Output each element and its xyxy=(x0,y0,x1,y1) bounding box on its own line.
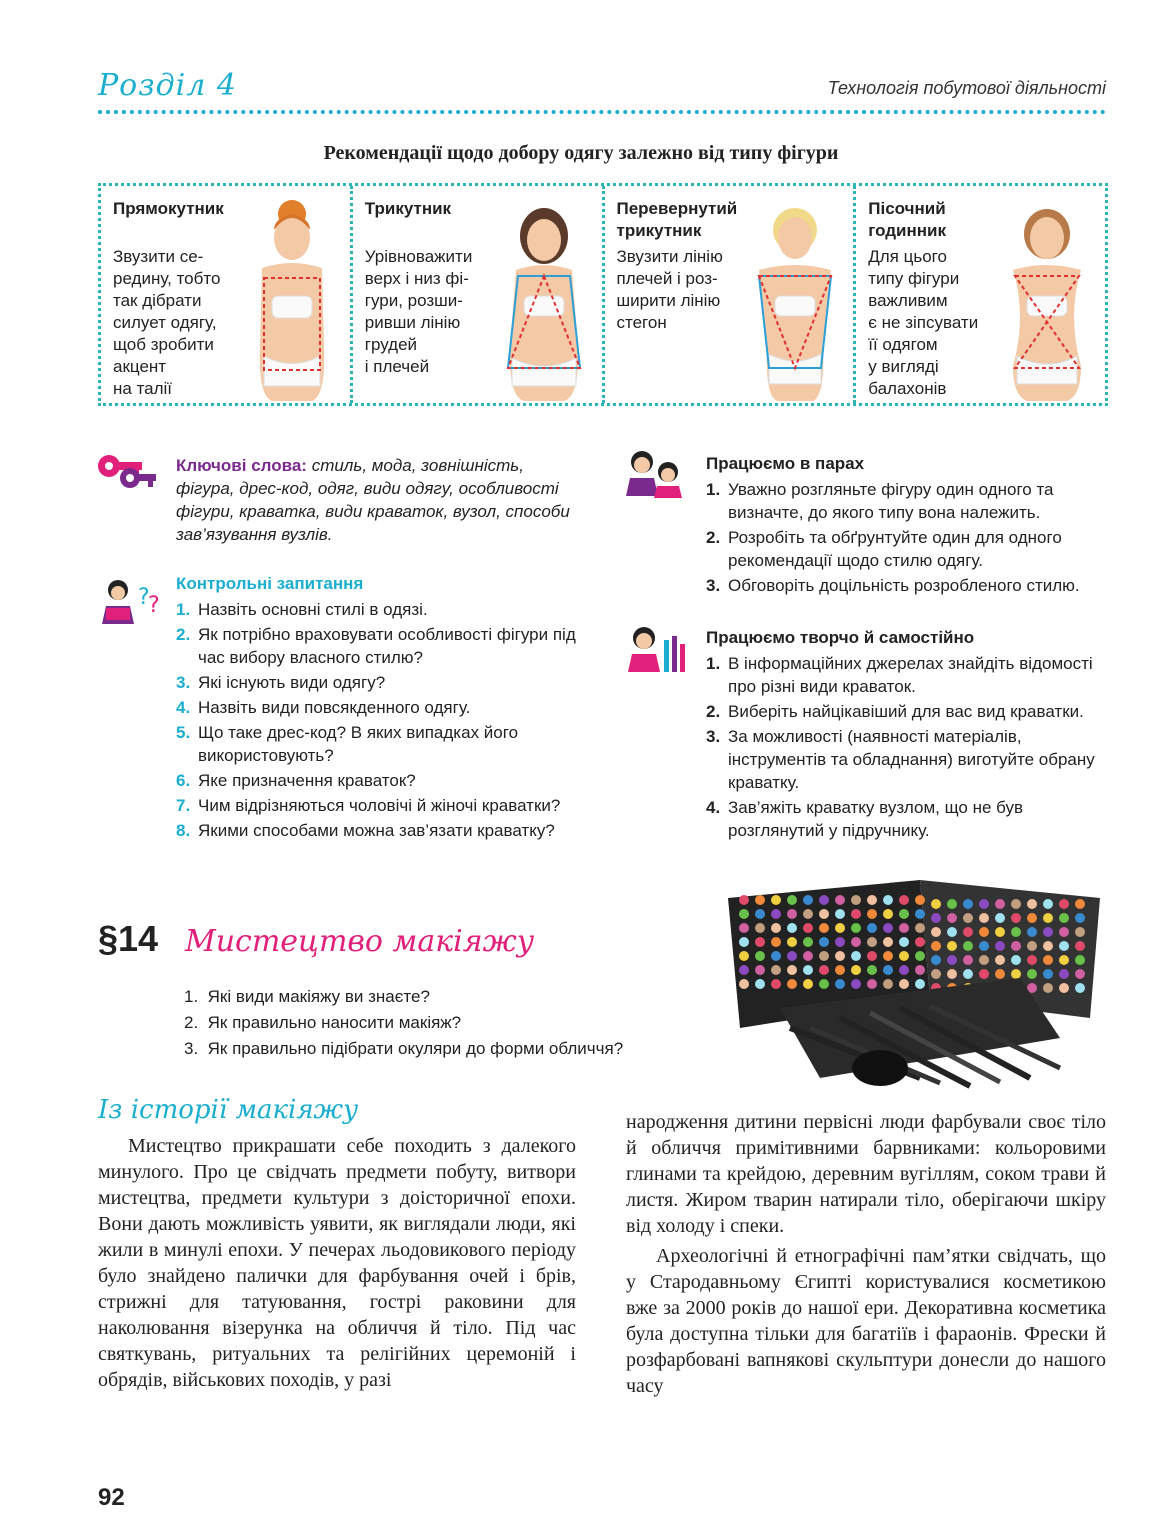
eyeshadow-swatch xyxy=(851,895,861,905)
eyeshadow-swatch xyxy=(867,937,877,947)
eyeshadow-swatch xyxy=(835,979,845,989)
eyeshadow-swatch xyxy=(803,951,813,961)
eyeshadow-swatch xyxy=(963,941,973,951)
eyeshadow-swatch xyxy=(739,979,749,989)
section-label: Розділ 4 xyxy=(98,68,237,103)
eyeshadow-swatch xyxy=(787,951,797,961)
eyeshadow-swatch xyxy=(915,909,925,919)
eyeshadow-swatch xyxy=(835,937,845,947)
figure-name: Прямокутник xyxy=(113,199,224,218)
eyeshadow-swatch xyxy=(1075,983,1085,993)
eyeshadow-swatch xyxy=(931,941,941,951)
list-item: 3. Як правильно підібрати окуляри до форми обличчя? xyxy=(184,1039,624,1058)
list-item: 3. Обговоріть доцільність розробленого стилю. xyxy=(706,576,1080,595)
eyeshadow-swatch xyxy=(883,923,893,933)
eyeshadow-swatch xyxy=(1011,969,1021,979)
girl-with-tools-icon xyxy=(624,626,690,674)
creative-work-list xyxy=(706,652,1108,842)
eyeshadow-swatch xyxy=(915,951,925,961)
eyeshadow-swatch xyxy=(1027,913,1037,923)
eyeshadow-swatch xyxy=(1075,913,1085,923)
eyeshadow-swatch xyxy=(755,965,765,975)
eyeshadow-swatch xyxy=(1059,899,1069,909)
table-cell-rectangle xyxy=(101,186,353,403)
eyeshadow-swatch xyxy=(1027,969,1037,979)
figure-advice: Урівноважити верх і низ фі- гури, розши- ривши лінію грудей і плечей xyxy=(364,247,473,376)
eyeshadow-swatch xyxy=(835,951,845,961)
creative-work-block xyxy=(706,628,1108,844)
eyeshadow-swatch xyxy=(1075,941,1085,951)
header-divider xyxy=(98,110,1106,114)
eyeshadow-swatch xyxy=(899,923,909,933)
eyeshadow-swatch xyxy=(995,969,1005,979)
eyeshadow-swatch xyxy=(1059,913,1069,923)
history-column-1: Мистецтво прикрашати себе походить з далекого минулого. Про це свідчать предмети побуту, витвори мистецтва, предмети культури з доісторичної епохи. Вони дають можливість уявити, як виглядали люди, які жили в минулі епохи. У печерах льодовикового періоду було знайдено палички для фарбування очей і брів, стрижні для татуювання, гострі раковини для наколювання візерунка на обличчя й тіло. Під час святкувань, ритуальних та релігійних церемоній і обрядів, військових походів, у разі xyxy=(98,1135,576,1391)
eyeshadow-swatch xyxy=(739,895,749,905)
eyeshadow-swatch xyxy=(851,937,861,947)
eyeshadow-swatch xyxy=(1043,941,1053,951)
eyeshadow-swatch xyxy=(803,979,813,989)
eyeshadow-swatch xyxy=(819,965,829,975)
eyeshadow-swatch xyxy=(883,951,893,961)
figure-advice: Звузити се- редину, тобто так дібрати силует одягу, щоб зробити акцент на талії xyxy=(113,247,221,398)
eyeshadow-swatch xyxy=(803,965,813,975)
eyeshadow-swatch xyxy=(867,909,877,919)
eyeshadow-swatch xyxy=(979,955,989,965)
eyeshadow-swatch xyxy=(1043,913,1053,923)
eyeshadow-swatch xyxy=(1075,927,1085,937)
eyeshadow-swatch xyxy=(787,909,797,919)
eyeshadow-swatch xyxy=(915,895,925,905)
eyeshadow-swatch xyxy=(963,955,973,965)
eyeshadow-swatch xyxy=(755,909,765,919)
eyeshadow-swatch xyxy=(1043,983,1053,993)
eyeshadow-swatch xyxy=(771,951,781,961)
list-item: 2. Розробіть та обґрунтуйте один для одного рекомендації щодо стилю одягу. xyxy=(706,528,1062,570)
eyeshadow-swatch xyxy=(867,979,877,989)
eyeshadow-swatch xyxy=(835,909,845,919)
control-questions-title: Контрольні запитання xyxy=(176,574,364,593)
eyeshadow-swatch xyxy=(739,965,749,975)
eyeshadow-swatch xyxy=(915,979,925,989)
eyeshadow-swatch xyxy=(947,913,957,923)
eyeshadow-swatch xyxy=(1059,941,1069,951)
eyeshadow-swatch xyxy=(931,969,941,979)
eyeshadow-swatch xyxy=(899,951,909,961)
eyeshadow-swatch xyxy=(1043,927,1053,937)
pair-work-title: Працюємо в парах xyxy=(706,454,865,473)
eyeshadow-swatch xyxy=(1075,899,1085,909)
list-item: 1. В інформаційних джерелах знайдіть відомості про різні види краваток. xyxy=(706,654,1093,696)
eyeshadow-swatch xyxy=(883,979,893,989)
eyeshadow-swatch xyxy=(963,899,973,909)
table-cell-inverted-triangle xyxy=(605,186,857,403)
eyeshadow-swatch xyxy=(867,965,877,975)
eyeshadow-swatch xyxy=(867,951,877,961)
eyeshadow-swatch xyxy=(899,979,909,989)
makeup-palette-photo xyxy=(720,878,1110,1096)
list-item: 7. Чим відрізняються чоловічі й жіночі краватки? xyxy=(176,796,561,815)
reading-girl-question-icon xyxy=(98,578,164,626)
svg-text:?: ? xyxy=(138,585,150,610)
eyeshadow-swatch xyxy=(867,895,877,905)
eyeshadow-swatch xyxy=(1043,969,1053,979)
eyeshadow-swatch xyxy=(803,895,813,905)
list-item: 1. Які види макіяжу ви знаєте? xyxy=(184,987,430,1006)
body-type-table xyxy=(98,183,1108,406)
table-title: Рекомендації щодо добору одягу залежно від типу фігури xyxy=(323,142,839,164)
figure-advice: Для цього типу фігури важливим є не зіпсувати її одягом у вигляді балахонів xyxy=(868,247,979,398)
eyeshadow-swatch xyxy=(995,913,1005,923)
eyeshadow-swatch xyxy=(771,937,781,947)
eyeshadow-swatch xyxy=(787,965,797,975)
eyeshadow-swatch xyxy=(835,923,845,933)
eyeshadow-swatch xyxy=(787,979,797,989)
eyeshadow-swatch xyxy=(771,909,781,919)
eyeshadow-swatch xyxy=(979,927,989,937)
eyeshadow-swatch xyxy=(979,969,989,979)
eyeshadow-swatch xyxy=(819,895,829,905)
paragraph-number: §14 xyxy=(98,918,159,959)
eyeshadow-swatch xyxy=(835,965,845,975)
body-shape-illustration xyxy=(745,196,845,401)
keywords-label: Ключові слова: xyxy=(176,456,307,475)
eyeshadow-swatch xyxy=(755,937,765,947)
pair-work-list xyxy=(706,478,1108,597)
eyeshadow-swatch xyxy=(851,979,861,989)
eyeshadow-swatch xyxy=(995,941,1005,951)
eyeshadow-swatch xyxy=(755,923,765,933)
eyeshadow-swatch xyxy=(851,909,861,919)
eyeshadow-swatch xyxy=(931,899,941,909)
eyeshadow-swatch xyxy=(787,923,797,933)
list-item: 2. Як правильно наносити макіяж? xyxy=(184,1013,462,1032)
eyeshadow-swatch xyxy=(995,955,1005,965)
eyeshadow-swatch xyxy=(771,895,781,905)
eyeshadow-swatch xyxy=(947,899,957,909)
control-questions-block xyxy=(176,574,594,844)
key-icon xyxy=(96,452,158,494)
pair-work-block xyxy=(706,454,1108,599)
eyeshadow-swatch xyxy=(1059,969,1069,979)
eyeshadow-swatch xyxy=(931,927,941,937)
eyeshadow-swatch xyxy=(883,937,893,947)
eyeshadow-swatch xyxy=(1043,955,1053,965)
history-paragraph: Археологічні й етнографічні пам’ятки свідчать, що у Стародавньому Єгипті користувалися косметикою вже за 2000 років до нашої ери. Декоративна косметика була доступна тільки для багатіїв і фараонів. Фрески й розфарбовані вапнякові скульптури донесли до нашого часу xyxy=(626,1245,1106,1397)
eyeshadow-swatch xyxy=(947,927,957,937)
keywords-block xyxy=(176,454,586,546)
list-item: 2. Як потрібно враховувати особливості фігури під час вибору власного стилю? xyxy=(176,625,576,667)
eyeshadow-swatch xyxy=(1043,899,1053,909)
figure-name: Трикутник xyxy=(364,199,452,218)
list-item: 4. Зав’яжіть краватку вузлом, що не був розглянутий у підручнику. xyxy=(706,798,1024,840)
eyeshadow-swatch xyxy=(771,923,781,933)
eyeshadow-swatch xyxy=(787,937,797,947)
list-item: 3. Які існують види одягу? xyxy=(176,673,386,692)
eyeshadow-swatch xyxy=(851,951,861,961)
eyeshadow-swatch xyxy=(899,909,909,919)
list-item: 8. Якими способами можна зав’язати краватку? xyxy=(176,821,555,840)
eyeshadow-swatch xyxy=(1011,955,1021,965)
eyeshadow-swatch xyxy=(1075,955,1085,965)
eyeshadow-swatch xyxy=(1011,927,1021,937)
eyeshadow-swatch xyxy=(963,969,973,979)
eyeshadow-swatch xyxy=(1011,941,1021,951)
figure-advice: Звузити лінію плечей і роз- ширити лінію стегон xyxy=(616,247,723,332)
eyeshadow-swatch xyxy=(1027,927,1037,937)
eyeshadow-swatch xyxy=(963,927,973,937)
eyeshadow-swatch xyxy=(1027,899,1037,909)
body-shape-illustration xyxy=(997,196,1097,401)
eyeshadow-swatch xyxy=(915,937,925,947)
eyeshadow-swatch xyxy=(755,979,765,989)
eyeshadow-swatch xyxy=(979,899,989,909)
list-item: 1. Уважно розгляньте фігуру один одного та визначте, до якого типу вона належить. xyxy=(706,480,1054,522)
eyeshadow-swatch xyxy=(755,951,765,961)
eyeshadow-swatch xyxy=(755,895,765,905)
eyeshadow-swatch xyxy=(819,979,829,989)
eyeshadow-swatch xyxy=(899,895,909,905)
eyeshadow-swatch xyxy=(1075,969,1085,979)
eyeshadow-swatch xyxy=(979,913,989,923)
eyeshadow-swatch xyxy=(1059,955,1069,965)
eyeshadow-swatch xyxy=(803,923,813,933)
eyeshadow-swatch xyxy=(947,941,957,951)
eyeshadow-swatch xyxy=(899,965,909,975)
eyeshadow-swatch xyxy=(819,923,829,933)
history-paragraph: народження дитини первісні люди фарбували своє тіло й обличчя примітивними барвниками: кольоровими глинами та крейдою, деревним вугіллям, соком трави й листя. Жиром тварин натирали тіло, оберігаючи шкіру від холоду і спеки. xyxy=(626,1111,1106,1237)
table-cell-hourglass xyxy=(856,186,1105,403)
creative-work-title: Працюємо творчо й самостійно xyxy=(706,628,975,647)
eyeshadow-swatch xyxy=(1011,899,1021,909)
eyeshadow-swatch xyxy=(883,895,893,905)
eyeshadow-swatch xyxy=(1027,941,1037,951)
list-item: 1. Назвіть основні стилі в одязі. xyxy=(176,600,428,619)
eyeshadow-swatch xyxy=(739,909,749,919)
svg-text:?: ? xyxy=(148,593,160,618)
eyeshadow-swatch xyxy=(995,899,1005,909)
eyeshadow-swatch xyxy=(899,937,909,947)
eyeshadow-swatch xyxy=(931,913,941,923)
page-number: 92 xyxy=(98,1484,125,1511)
two-girls-icon xyxy=(624,450,690,498)
history-heading: Із історії макіяжу xyxy=(98,1095,359,1125)
eyeshadow-swatch xyxy=(739,937,749,947)
body-shape-illustration xyxy=(242,196,342,401)
eyeshadow-swatch xyxy=(883,965,893,975)
eyeshadow-swatch xyxy=(947,969,957,979)
eyeshadow-swatch xyxy=(931,955,941,965)
paragraph-title: Мистецтво макіяжу xyxy=(185,924,535,959)
eyeshadow-swatch xyxy=(851,965,861,975)
eyeshadow-swatch xyxy=(835,895,845,905)
eyeshadow-swatch xyxy=(803,937,813,947)
eyeshadow-swatch xyxy=(803,909,813,919)
eyeshadow-swatch xyxy=(819,909,829,919)
history-column-2 xyxy=(626,1109,1106,1399)
list-item: 5. Що таке дрес-код? В яких випадках його використовують? xyxy=(176,723,519,765)
list-item: 4. Назвіть види повсякденного одягу. xyxy=(176,698,471,717)
eyeshadow-swatch xyxy=(787,895,797,905)
list-item: 6. Яке призначення краваток? xyxy=(176,771,416,790)
figure-name: Пісочний годинник xyxy=(868,199,947,240)
body-shape-illustration xyxy=(494,196,594,401)
list-item: 3. За можливості (наявності матеріалів, інструментів та обладнання) виготуйте обрану краватку. xyxy=(706,727,1095,792)
eyeshadow-swatch xyxy=(819,951,829,961)
eyeshadow-swatch xyxy=(1027,955,1037,965)
eyeshadow-swatch xyxy=(915,965,925,975)
eyeshadow-swatch xyxy=(739,923,749,933)
eyeshadow-swatch xyxy=(995,927,1005,937)
eyeshadow-swatch xyxy=(915,923,925,933)
eyeshadow-swatch xyxy=(1059,927,1069,937)
figure-name: Перевернутий трикутник xyxy=(616,199,738,240)
eyeshadow-swatch xyxy=(771,979,781,989)
eyeshadow-swatch xyxy=(819,937,829,947)
eyeshadow-swatch xyxy=(771,965,781,975)
eyeshadow-swatch xyxy=(1059,983,1069,993)
eyeshadow-swatch xyxy=(979,941,989,951)
eyeshadow-swatch xyxy=(739,951,749,961)
eyeshadow-swatch xyxy=(947,955,957,965)
control-questions-list xyxy=(176,598,594,842)
eyeshadow-swatch xyxy=(867,923,877,933)
eyeshadow-swatch xyxy=(1011,913,1021,923)
list-item: 2. Виберіть найцікавіший для вас вид краватки. xyxy=(706,702,1084,721)
keywords-text: стиль, мода, зовнішність, фігура, дрес-код, одяг, види одягу, особливості фігури, краватка, види краваток, вузол, способи зав’язування вузлів. xyxy=(176,456,570,544)
eyeshadow-swatch xyxy=(963,913,973,923)
table-cell-triangle xyxy=(353,186,605,403)
eyeshadow-swatch xyxy=(851,923,861,933)
running-head: Технологія побутової діяльності xyxy=(827,78,1106,98)
intro-questions xyxy=(184,984,623,1062)
eyeshadow-swatch xyxy=(883,909,893,919)
